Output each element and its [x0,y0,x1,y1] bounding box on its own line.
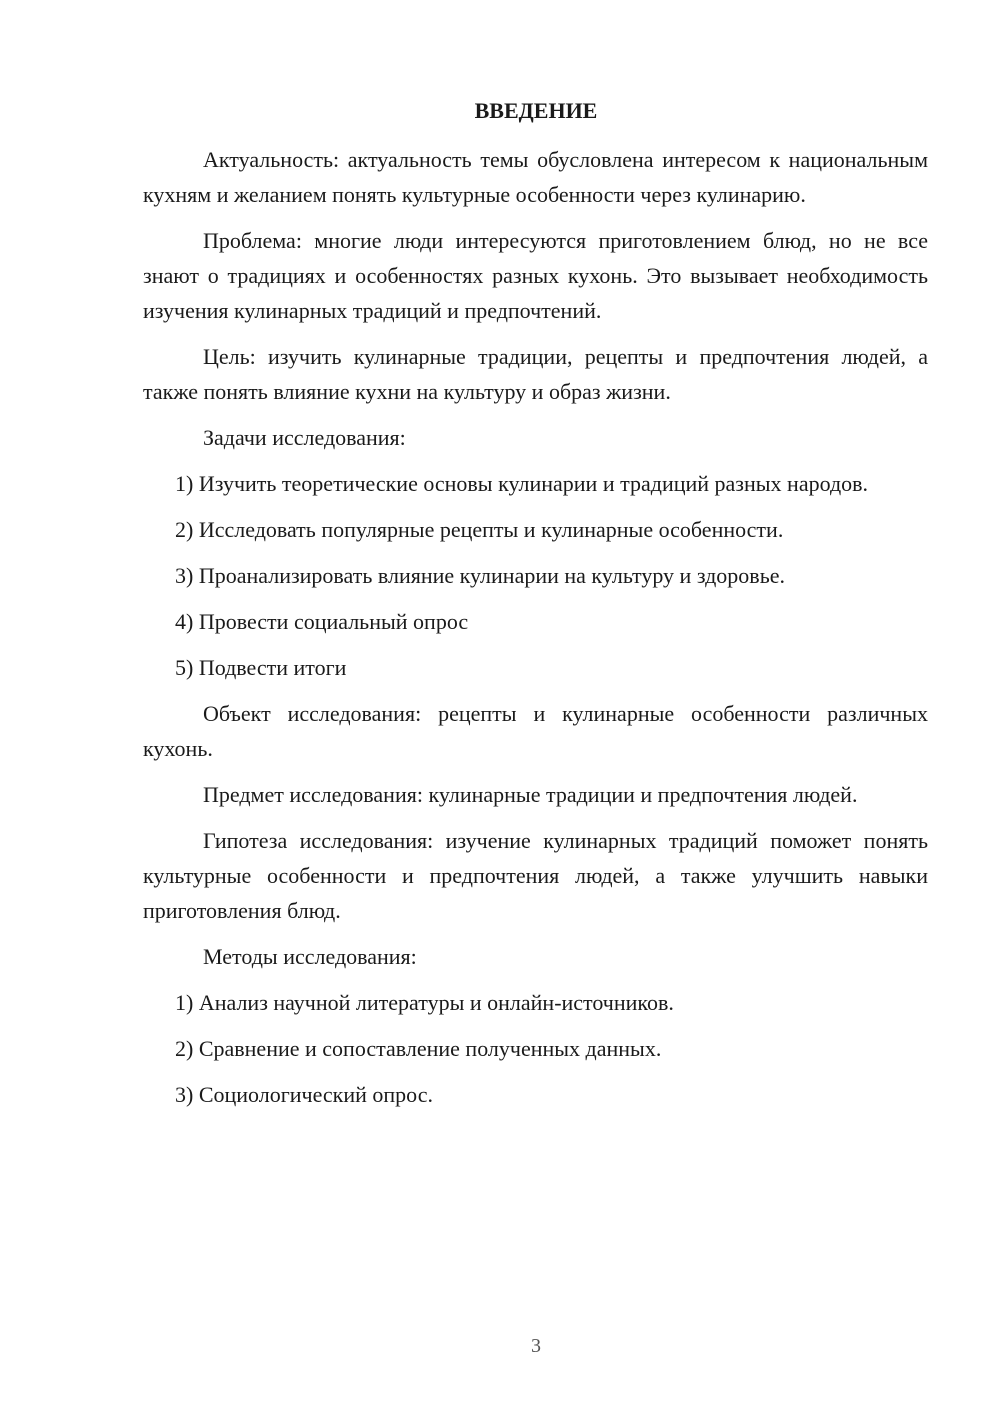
task-item: 2) Исследовать популярные рецепты и кулинарные особенности. [175,517,784,542]
document-body [143,142,928,1123]
method-item: 2) Сравнение и сопоставление полученных данных. [175,1036,662,1061]
task-item: 3) Проанализировать влияние кулинарии на культуру и здоровье. [175,563,785,588]
section-title: ВВЕДЕНИЕ [474,98,598,123]
paragraph-tasks-heading: Задачи исследования: [203,425,406,450]
paragraph-subject: Предмет исследования: кулинарные традиции и предпочтения людей. [203,782,858,807]
method-item: 3) Социологический опрос. [175,1082,433,1107]
paragraph-methods-heading: Методы исследования: [203,944,417,969]
page-number: 3 [531,1335,541,1357]
paragraph-problem: Проблема: многие люди интересуются приготовлением блюд, но не все знают о традициях и особенностях разных кухонь. Это вызывает необходимость изучения кулинарных традиций и предпочтений. [143,228,928,323]
paragraph-hypothesis: Гипотеза исследования: изучение кулинарных традиций поможет понять культурные особенности и предпочтения людей, а также улучшить навыки приготовления блюд. [143,828,928,923]
method-item: 1) Анализ научной литературы и онлайн-источников. [175,990,674,1015]
task-item: 4) Провести социальный опрос [175,609,469,634]
task-item: 1) Изучить теоретические основы кулинарии и традиций разных народов. [175,471,869,496]
paragraph-relevance: Актуальность: актуальность темы обусловлена интересом к национальным кухням и желанием понять культурные особенности через кулинарию. [143,147,928,207]
paragraph-object: Объект исследования: рецепты и кулинарные особенности различных кухонь. [143,701,928,761]
task-item: 5) Подвести итоги [175,655,347,680]
paragraph-goal: Цель: изучить кулинарные традиции, рецепты и предпочтения людей, а также понять влияние кухни на культуру и образ жизни. [143,344,928,404]
